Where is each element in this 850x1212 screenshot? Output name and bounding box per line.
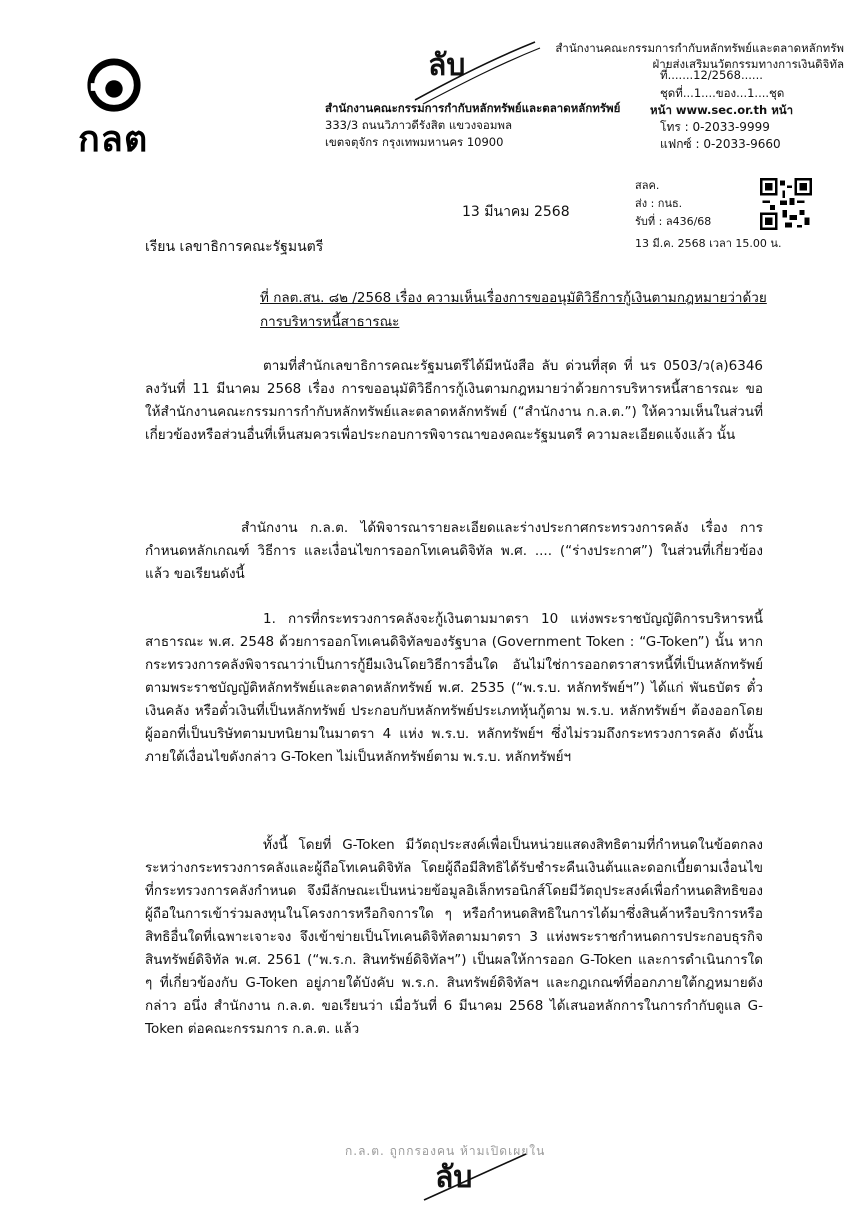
salutation: เรียน เลขาธิการคณะรัฐมนตรี	[145, 239, 324, 255]
telephone: โทร : 0-2033-9999	[660, 120, 770, 134]
right-header-department: ฝ่ายส่งเสริมนวัตกรรมทางการเงินดิจิทัล	[652, 57, 844, 71]
org-name: สำนักงานคณะกรรมการกำกับหลักทรัพย์และตลาดหลักทรัพย์	[325, 101, 621, 115]
document-set: ชุดที่...1....ของ...1....ชุด	[660, 86, 785, 100]
received-stamp-line-1: สลค.	[635, 179, 660, 192]
document-number: ที่.......12/2568......	[660, 68, 763, 82]
paragraph-4-text: ทั้งนี้ โดยที่ G-Token มีวัตถุประสงค์เพื่อเป็นหน่วยแสดงสิทธิตามที่กำหนดในข้อตกลงระหว่างกระทรวงการคลังและผู้ถือโทเคนดิจิทัล โดยผู้ถือมีสิทธิได้รับชำระคืนเงินต้นและดอกเบี้ยตามเงื่อนไขที่กระทรวงการคลังกำหนด จึงมีลักษณะเป็นหน่วยข้อมูลอิเล็กทรอนิกส์โดยมีวัตถุประสงค์เพื่อกำหนดสิทธิของผู้ถือในการเข้าร่วมลงทุนในโครงการหรือกิจการใด ๆ หรือกำหนดสิทธิในการได้มาซึ่งสินค้าหรือบริการหรือสิทธิอื่นใดที่เฉพาะเจาะจง จึงเข้าข่ายเป็นโทเคนดิจิทัลตามมาตรา 3 แห่งพระราชกำหนดการประกอบธุรกิจสินทรัพย์ดิจิทัล พ.ศ. 2561 (“พ.ร.ก. สินทรัพย์ดิจิทัลฯ”) เป็นผลให้การออก G-Token และการดำเนินการใด ๆ ที่เกี่ยวข้องกับ G-Token อยู่ภายใต้บังคับ พ.ร.ก. สินทรัพย์ดิจิทัลฯ และกฎเกณฑ์ที่ออกภายใต้กฎหมายดังกล่าว อนึ่ง สำนักงาน ก.ล.ต. ขอเรียนว่า เมื่อวันที่ 6 มีนาคม 2568 ได้เสนอหลักการในการกำกับดูแล G-Token ต่อคณะกรรมการ ก.ล.ต. แล้ว	[145, 837, 763, 1037]
letter-date: 13 มีนาคม 2568	[462, 204, 570, 220]
received-stamp-line-3: รับที่ : ล436/68	[635, 215, 712, 228]
confidential-stamp-icon	[405, 38, 545, 108]
confidential-stamp-bottom: ลับ	[435, 1160, 473, 1195]
address-line-1: 333/3 ถนนวิภาวดีรังสิต แขวงจอมพล	[325, 118, 513, 132]
letter-subject: ที่ กลต.สน. ๘๒ /2568 เรื่อง ความเห็นเรื่องการขออนุมัติวิธีการกู้เงินตามกฎหมายว่าด้วยการบริหารหนี้สาธารณะ	[260, 290, 767, 330]
paragraph-3-text: 1. การที่กระทรวงการคลังจะกู้เงินตามมาตรา 10 แห่งพระราชบัญญัติการบริหารหนี้สาธารณะ พ.ศ. 2548 ด้วยการออกโทเคนดิจิทัลของรัฐบาล (Government Token : “G-Token”) นั้น หากกระทรวงการคลังพิจารณาว่าเป็นการกู้ยืมเงินโดยวิธีการอื่นใด อันไม่ใช่การออกตราสารหนี้ที่เป็นหลักทรัพย์ตามพระราชบัญญัติหลักทรัพย์และตลาดหลักทรัพย์ พ.ศ. 2535 (“พ.ร.บ. หลักทรัพย์ฯ”) ได้แก่ พันธบัตร ตั๋วเงินคลัง หรือตั๋วเงินที่เป็นหลักทรัพย์ ประกอบกับหลักทรัพย์ประเภทหุ้นกู้ตาม พ.ร.บ. หลักทรัพย์ฯ ต้องออกโดยผู้ออกที่เป็นบริษัทตามบทนิยามในมาตรา 4 แห่ง พ.ร.บ. หลักทรัพย์ฯ ซึ่งไม่รวมถึงกระทรวงการคลัง ดังนั้น ภายใต้เงื่อนไขดังกล่าว G-Token ไม่เป็นหลักทรัพย์ตาม พ.ร.บ. หลักทรัพย์ฯ	[145, 611, 763, 765]
fax: แฟกซ์ : 0-2033-9660	[660, 137, 781, 151]
website: หน้า www.sec.or.th หน้า	[650, 103, 794, 117]
received-stamp-line-4: 13 มี.ค. 2568 เวลา 15.00 น.	[635, 237, 782, 250]
qr-code-icon	[760, 178, 812, 230]
paragraph-2	[145, 517, 763, 586]
sec-logo-text: กลต	[78, 119, 149, 160]
received-stamp-line-2: ส่ง : กนธ.	[635, 197, 683, 210]
paragraph-3	[145, 608, 763, 769]
paragraph-4	[145, 834, 763, 1041]
paragraph-1-text: ตามที่สำนักเลขาธิการคณะรัฐมนตรีได้มีหนังสือ ลับ ด่วนที่สุด ที่ นร 0503/ว(ล)6346 ลงวันที่ 11 มีนาคม 2568 เรื่อง การขออนุมัติวิธีการกู้เงินตามกฎหมายว่าด้วยการบริหารหนี้สาธารณะ ขอให้สำนักงานคณะกรรมการกำกับหลักทรัพย์และตลาดหลักทรัพย์ (“สำนักงาน ก.ล.ต.”) ให้ความเห็นในส่วนที่เกี่ยวข้องหรือส่วนอื่นที่เห็นสมควรเพื่อประกอบการพิจารณาของคณะรัฐมนตรี ความละเอียดแจ้งแล้ว นั้น	[145, 358, 763, 443]
address-line-2: เขตจตุจักร กรุงเทพมหานคร 10900	[325, 135, 504, 149]
faint-footer-text: ก.ล.ต. ถูกกรองคน ห้ามเปิดเผยใน	[345, 1144, 546, 1158]
paragraph-1	[145, 355, 763, 447]
sec-logo-icon	[85, 58, 143, 116]
right-header-org: สำนักงานคณะกรรมการกำกับหลักทรัพย์และตลาดหลักทรัพ	[555, 41, 844, 55]
confidential-stamp: ลับ	[428, 48, 466, 83]
paragraph-2-text: สำนักงาน ก.ล.ต. ได้พิจารณารายละเอียดและร่างประกาศกระทรวงการคลัง เรื่อง การกำหนดหลักเกณฑ์ วิธีการ และเงื่อนไขการออกโทเคนดิจิทัล พ.ศ. .... (“ร่างประกาศ”) ในส่วนที่เกี่ยวข้องแล้ว ขอเรียนดังนี้	[145, 520, 763, 582]
